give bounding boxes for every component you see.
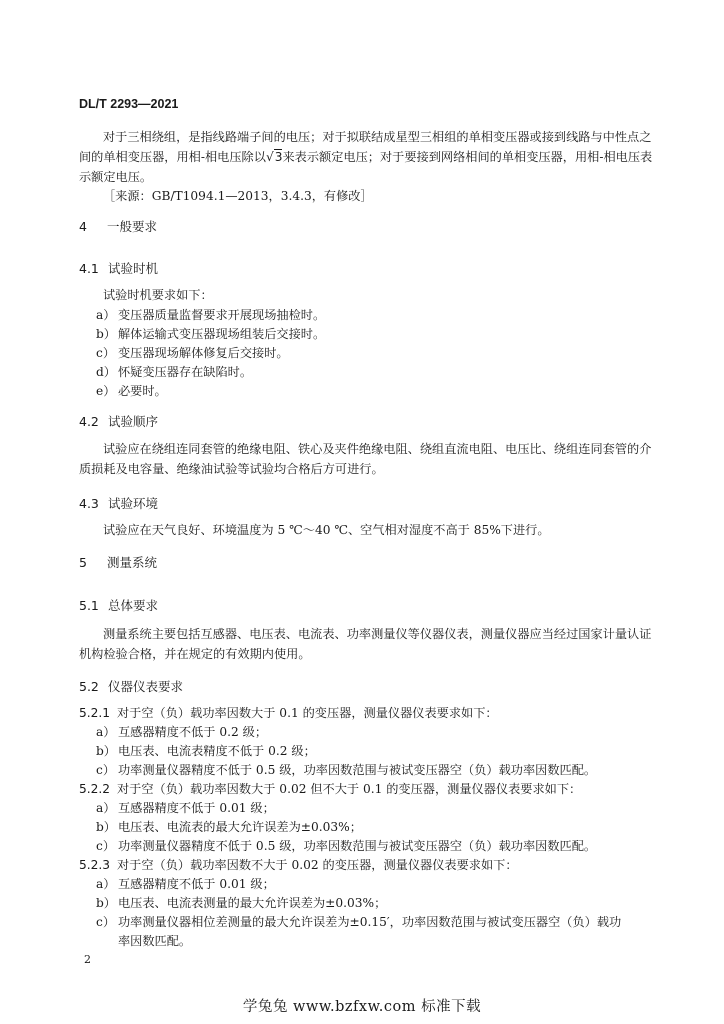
list-item-continuation: 率因数匹配。 <box>118 934 192 948</box>
standard-code: DL/T 2293—2021 <box>79 97 179 111</box>
section-4-2-heading: 4.2 试验顺序 <box>79 414 159 429</box>
sqrt-argument: 3 <box>274 150 283 164</box>
clause-5-2-1: 5.2.1 对于空（负）载功率因数大于 0.1 的变压器，测量仪器仪表要求如下： <box>79 706 498 720</box>
section-4-1-heading: 4.1 试验时机 <box>79 261 159 276</box>
section-4-3-heading: 4.3 试验环境 <box>79 496 159 511</box>
clause-5-2-2: 5.2.2 对于空（负）载功率因数大于 0.02 但不大于 0.1 的变压器，测量仪器仪表要求如下： <box>79 782 582 796</box>
list-item: b） 电压表、电流表测量的最大允许误差为±0.03%； <box>96 896 387 910</box>
list-item: c） 变压器现场解体修复后交接时。 <box>96 346 289 360</box>
list-item: c） 功率测量仪器精度不低于 0.5 级，功率因数范围与被试变压器空（负）载功率因数匹配。 <box>96 763 597 777</box>
list-item: b） 解体运输式变压器现场组装后交接时。 <box>96 327 326 341</box>
list-item: c） 功率测量仪器相位差测量的最大允许误差为±0.15′，功率因数范围与被试变压器空（负）载功 <box>96 915 622 929</box>
clause-5-2-3: 5.2.3 对于空（负）载功率因数不大于 0.02 的变压器，测量仪器仪表要求如下： <box>79 858 518 872</box>
intro-paragraph: 对于三相绕组，是指线路端子间的电压；对于拟联结成星型三相组的单相变压器或接到线路与中性点之间的单相变压器，用相-相电压除以√3来表示额定电压；对于要接到网络相间的单相变压器，用相-相电压表示额定电压。 <box>79 130 653 184</box>
list-item: d） 怀疑变压器存在缺陷时。 <box>96 365 253 379</box>
section-5-2-heading: 5.2 仪器仪表要求 <box>79 679 184 694</box>
list-item: a） 变压器质量监督要求开展现场抽检时。 <box>96 308 326 322</box>
section-4-1-lead: 试验时机要求如下： <box>103 288 213 302</box>
watermark-footer: 学兔兔 www.bzfxw.com 标准下载 <box>242 999 482 1015</box>
list-item: b） 电压表、电流表精度不低于 0.2 级； <box>96 744 316 758</box>
list-item: c） 功率测量仪器精度不低于 0.5 级，功率因数范围与被试变压器空（负）载功率因数匹配。 <box>96 839 597 853</box>
section-4-3-text: 试验应在天气良好、环境温度为 5 ℃～40 ℃、空气相对湿度不高于 85%下进行。 <box>103 523 550 537</box>
section-5-1-text: 测量系统主要包括互感器、电压表、电流表、功率测量仪等仪器仪表，测量仪器应当经过国家计量认证机构检验合格，并在规定的有效期内使用。 <box>79 627 652 661</box>
sqrt-symbol: √3 <box>265 150 283 164</box>
list-item: a） 互感器精度不低于 0.01 级； <box>96 801 275 815</box>
page-number: 2 <box>84 953 91 966</box>
section-4-2-text: 试验应在绕组连同套管的绝缘电阻、铁心及夹件绝缘电阻、绕组直流电阻、电压比、绕组连同套管的介质损耗及电容量、绝缘油试验等试验均合格后方可进行。 <box>79 442 652 476</box>
source-note: ［来源：GB/T1094.1—2013，3.4.3，有修改］ <box>103 189 373 203</box>
list-item: b） 电压表、电流表的最大允许误差为±0.03%； <box>96 820 362 834</box>
section-4-heading: 4 一般要求 <box>79 219 158 234</box>
list-item: a） 互感器精度不低于 0.01 级； <box>96 877 275 891</box>
section-5-1-heading: 5.1 总体要求 <box>79 598 159 613</box>
list-item: e） 必要时。 <box>96 384 167 398</box>
section-5-heading: 5 测量系统 <box>79 555 158 570</box>
list-item: a） 互感器精度不低于 0.2 级； <box>96 725 268 739</box>
